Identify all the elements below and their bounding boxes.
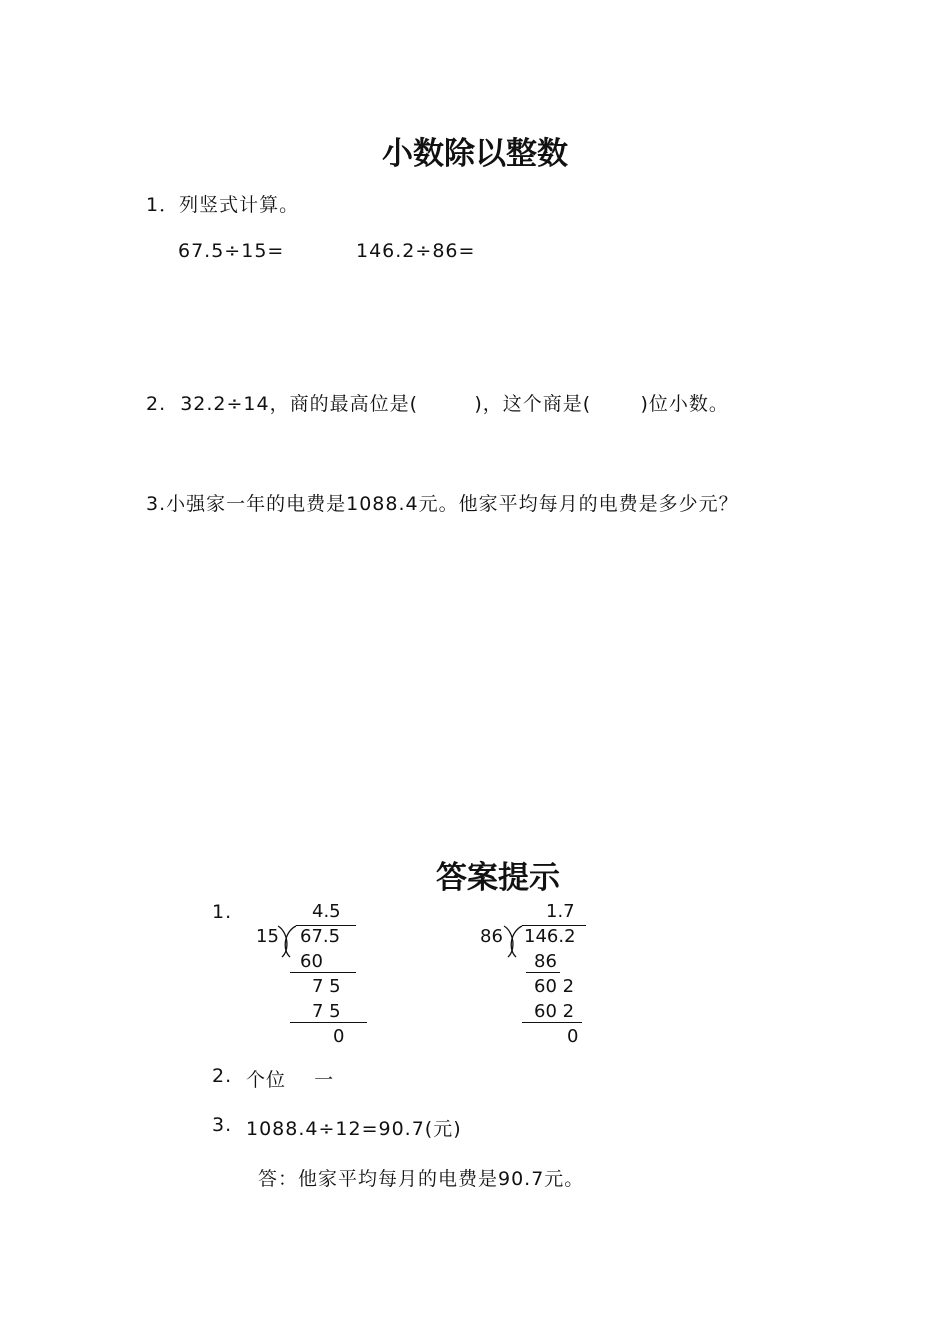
step-product-2: 60 2 — [534, 1001, 575, 1022]
final-remainder: 0 — [567, 1026, 579, 1047]
final-remainder: 0 — [333, 1026, 345, 1047]
step-remainder-1: 60 2 — [534, 976, 575, 997]
step-rule-2 — [290, 1022, 367, 1023]
step-rule-2 — [522, 1022, 582, 1023]
step-rule-1 — [290, 972, 356, 973]
answers-title: 答案提示 — [436, 860, 560, 896]
quotient: 4.5 — [312, 901, 341, 922]
question-2-text: 2. 32.2÷14，商的最高位是( )，这个商是( )位小数。 — [146, 393, 729, 415]
divisor: 15 — [256, 926, 279, 947]
question-1-problem-a: 67.5÷15= — [178, 240, 285, 262]
step-product-1: 60 — [300, 951, 323, 972]
question-1-problem-b: 146.2÷86= — [356, 240, 476, 262]
quotient: 1.7 — [546, 901, 575, 922]
page-title: 小数除以整数 — [382, 136, 568, 172]
question-1-label: 1．列竖式计算。 — [146, 194, 300, 216]
step-remainder-1: 7 5 — [312, 976, 341, 997]
dividend: 146.2 — [524, 926, 576, 947]
step-product-1: 86 — [534, 951, 557, 972]
answer-1-label: 1. — [212, 901, 233, 923]
answer-3-equation: 1088.4÷12=90.7(元) — [246, 1118, 462, 1140]
divisor: 86 — [480, 926, 503, 947]
answer-3-label: 3. — [212, 1114, 233, 1136]
division-bracket-icon — [502, 924, 524, 958]
dividend: 67.5 — [300, 926, 341, 947]
step-product-2: 7 5 — [312, 1001, 341, 1022]
answer-2-label: 2. — [212, 1065, 233, 1087]
answer-2-text: 个位 一 — [246, 1069, 335, 1091]
question-3-text: 3.小强家一年的电费是1088.4元。他家平均每月的电费是多少元？ — [146, 493, 739, 515]
answer-3-statement: 答：他家平均每月的电费是90.7元。 — [258, 1168, 585, 1190]
step-rule-1 — [526, 972, 560, 973]
division-bracket-icon — [276, 924, 298, 958]
